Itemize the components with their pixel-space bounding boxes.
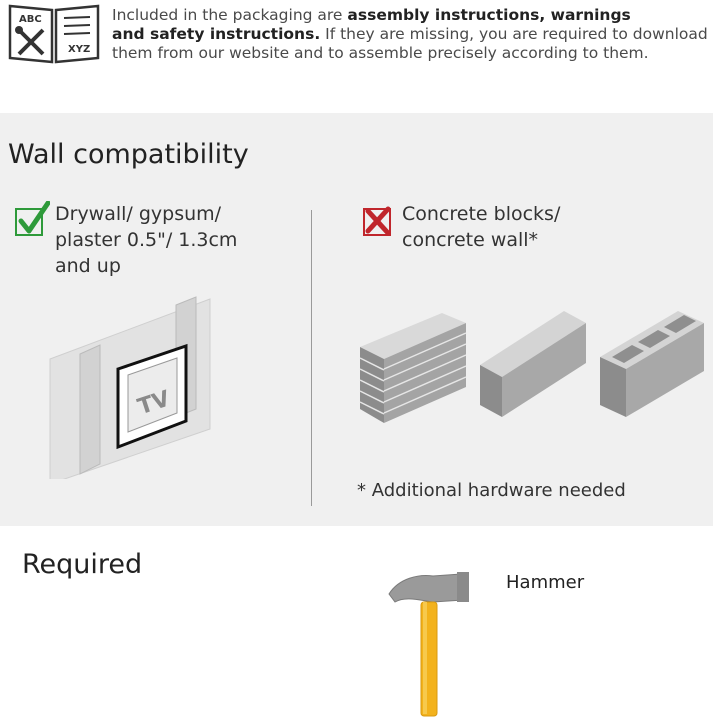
packaging-notice	[0, 0, 713, 80]
hollow-concrete-block	[600, 311, 704, 417]
concrete-incompatible-text: Concrete blocks/ concrete wall*	[402, 203, 561, 251]
required-title: Required	[22, 549, 143, 580]
solid-concrete-block	[480, 311, 586, 417]
notice-text	[112, 6, 712, 63]
hardware-note: * Additional hardware needed	[357, 480, 626, 501]
notice-line2: If they are missing, you are required to download	[320, 25, 708, 43]
svg-text:ABC: ABC	[19, 14, 42, 25]
drywall-compatible-text: Drywall/ gypsum/ plaster 0.5"/ 1.3cm and up	[55, 203, 238, 277]
check-icon	[14, 201, 50, 237]
svg-text:XYZ: XYZ	[68, 44, 91, 55]
section-title: Wall compatibility	[8, 139, 249, 170]
cross-icon	[362, 201, 398, 237]
notice-bold1: assembly instructions, warnings	[347, 6, 631, 24]
svg-text:TV: TV	[134, 386, 174, 421]
notice-line3: them from our website and to assemble precisely according to them.	[112, 44, 649, 62]
manual-book-icon	[6, 0, 102, 66]
hammer-label: Hammer	[506, 572, 585, 593]
tv-drywall-illustration	[40, 289, 220, 479]
wall-compatibility-section	[0, 113, 713, 526]
brick-block	[360, 313, 466, 423]
divider	[311, 210, 312, 506]
concrete-blocks-illustration	[350, 305, 710, 425]
notice-bold2: and safety instructions.	[112, 25, 321, 43]
notice-line1: Included in the packaging are	[112, 6, 348, 24]
hammer-icon	[385, 566, 475, 720]
